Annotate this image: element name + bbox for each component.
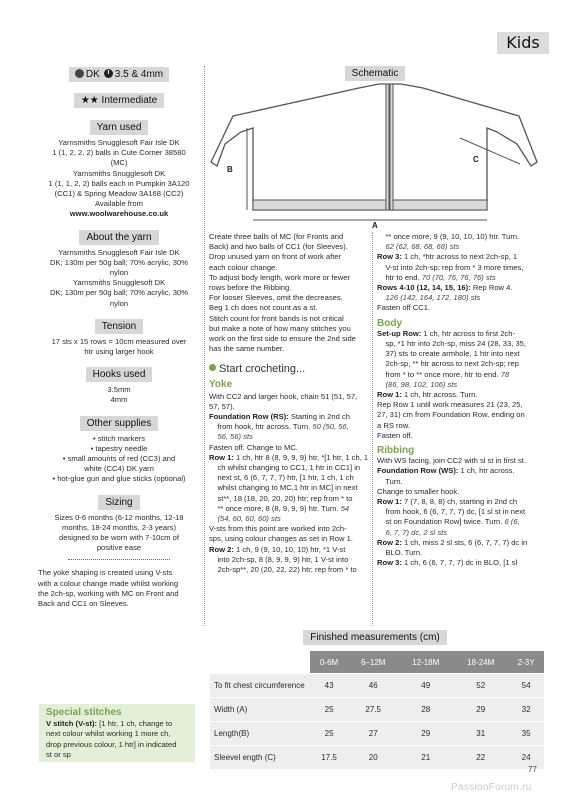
sizing-line: months, 18-24 months, 2-3 years): [62, 522, 176, 532]
table-row: [210, 746, 544, 770]
instruction-line: from hook, 6 (6, 7, 7, 7) dc, [1 sl st in next: [377, 507, 526, 517]
yarn-used-heading: Yarn used: [90, 120, 149, 135]
instruction-line: Row 2: 1 ch, 9 (9, 10, 10, 10) htr, *1 V-st: [209, 544, 346, 554]
divider: [68, 559, 170, 560]
table-cell: 31: [453, 722, 508, 746]
instruction-line: ** once more, 8 (8, 9, 9, 9) htr. Turn. 54: [209, 503, 350, 513]
instruction-line: Row 3: 1 ch, 6 (6, 7, 7, 7) dc in BLO, [1 sl: [377, 558, 518, 568]
table-cell: 27.5: [348, 698, 398, 722]
table-cell: 25: [310, 698, 348, 722]
watermark: PassionForum.ru: [451, 782, 532, 793]
instruction-line: V-sts from this point are worked into 2ch-: [209, 524, 347, 534]
table-cell: 25: [310, 722, 348, 746]
yoke-note: [38, 568, 200, 609]
table-cell: 17.5: [310, 746, 348, 770]
instruction-line: Row 3: 1 ch, *htr across to next 2ch-sp, 1: [377, 252, 518, 262]
sizing-heading: Sizing: [98, 495, 139, 510]
right-column: [377, 232, 547, 569]
instruction-line: 6, 7, 7) dc, 2 sl sts: [377, 527, 448, 537]
row-label: Length(B): [210, 722, 310, 746]
table-cell: 22: [453, 746, 508, 770]
yoke-note-line: The yoke shaping is created using V-sts: [38, 568, 173, 578]
instruction-line: into 2ch-sp, 8 (8, 9, 9, 9) htr, 1 V-st into: [209, 554, 349, 564]
intro-line: To adjust body length, work more or fewer: [209, 272, 350, 282]
yoke-note-line: with a colour change made whilst working: [38, 578, 179, 588]
bullet-icon: [209, 364, 216, 371]
instruction-line: Foundation Row (RS): Starting in 2nd ch: [209, 412, 350, 422]
start-crocheting-heading: Start crocheting...: [219, 363, 306, 376]
table-cell: 54: [508, 674, 544, 698]
instruction-line: htr to end. 70 (70, 76, 76, 76) sts: [377, 272, 496, 282]
supply-line: white (CC4) DK yarn: [84, 464, 154, 474]
row-label: Sleevel ength (C): [210, 746, 310, 770]
ribbing-heading: Ribbing: [377, 445, 415, 457]
yarn-weight-line: [38, 67, 200, 82]
intro-line: has the same number.: [209, 344, 285, 354]
table-cell: 21: [398, 746, 453, 770]
special-stitch-line: V stitch (V-st): [1 htr, 1 ch, change to: [46, 719, 173, 729]
start-crocheting-line: [209, 362, 369, 376]
about-yarn-line: nylon: [109, 298, 129, 308]
instruction-line: Row 1: 7 (7, 8, 8, 8) ch, starting in 2nd ch: [377, 497, 518, 507]
special-stitches-heading: Special stitches: [46, 707, 122, 718]
instruction-line: sp, *1 htr into 2ch-sp, miss 24 (28, 33, 35,: [377, 339, 526, 349]
about-yarn-line: Yarnsmiths Snugglesoft Fair Isle DK: [58, 247, 180, 257]
table-cell: 52: [453, 674, 508, 698]
column-header: 2-3Y: [508, 651, 544, 674]
table-cell: 46: [348, 674, 398, 698]
about-yarn-text: [38, 248, 200, 309]
yarn-used-line: Available from: [95, 199, 143, 209]
hook-size-line: 3.5mm: [107, 385, 131, 395]
sizing-text: [38, 513, 200, 554]
table-cell: 20: [348, 746, 398, 770]
column-header: 0-6M: [310, 651, 348, 674]
column-divider: [372, 232, 373, 626]
instruction-line: Change to smaller hook.: [377, 486, 460, 496]
intro-line: each colour change.: [209, 262, 278, 272]
hook-size-line: 4mm: [110, 395, 128, 405]
special-stitch-line: st or sp: [46, 749, 71, 759]
schematic-heading: Schematic: [345, 66, 406, 81]
yarn-used-line: 1 (1, 2, 2, 2) balls in Cute Corner 38580: [52, 148, 186, 158]
row-label: Width (A): [210, 698, 310, 722]
special-stitches: [46, 708, 196, 760]
instruction-line: Row 2: 1 ch, miss 2 sl sts, 6 (6, 7, 7, 7) dc in: [377, 537, 528, 547]
section-tab: Kids: [497, 32, 549, 54]
table-cell: 32: [508, 698, 544, 722]
intro-line: but make a note of how many stitches you: [209, 323, 351, 333]
sizing-line: positive ease: [96, 543, 142, 553]
instruction-line: st on Foundation Row] twice. Turn. 6 (6,: [377, 517, 520, 527]
intro-line: Create three balls of MC (for Fronts and: [209, 232, 344, 241]
column-header: 18-24M: [453, 651, 508, 674]
instruction-line: 126 (142, 164, 172, 180) sts: [377, 293, 481, 303]
ribbing-instructions: [377, 456, 547, 568]
instruction-line: ** once more, 9 (9, 10, 10, 10) htr. Turn.: [377, 232, 520, 241]
about-yarn-line: nylon: [109, 268, 129, 278]
intro-line: work on the first side to ensure the 2nd side: [209, 334, 356, 344]
instruction-line: whilst changing to MC,1 htr in MC] in next: [209, 483, 358, 493]
table-cell: 28: [398, 698, 453, 722]
body-instructions: [377, 329, 547, 441]
table-cell: 24: [508, 746, 544, 770]
about-yarn-line: Yarnsmiths Snugglesoft DK: [72, 278, 166, 288]
instruction-line: next st, 6 (6, 7, 7, 7) htr, [1 htr, 1 ch, 1 ch: [209, 473, 354, 483]
table-cell: 49: [398, 674, 453, 698]
table-cell: 29: [398, 722, 453, 746]
special-stitch-term: V stitch (V-st):: [46, 719, 98, 729]
finished-heading: Finished measurements (cm): [303, 630, 446, 645]
about-yarn-line: DK; 130m per 50g ball; 70% acrylic, 30%: [49, 257, 189, 267]
special-stitch-line: next colour whilst working 1 more ch,: [46, 729, 171, 739]
instruction-line: Set-up Row: 1 ch, htr across to first 2ch-: [377, 328, 515, 338]
finished-heading-line: [205, 627, 545, 645]
table-header-row: [210, 651, 544, 674]
instruction-line: 2ch-sp**, 20 (20, 22, 22) htr; rep from * to: [209, 565, 357, 575]
instruction-line: With WS facing, join CC2 with sl st in first st.: [377, 456, 526, 466]
yarn-ball-icon: [75, 69, 84, 78]
instruction-line: BLO. Turn.: [377, 548, 423, 558]
hooks-used-heading: Hooks used: [86, 367, 153, 382]
yoke-instructions-cont: [377, 232, 547, 314]
sizing-line: Sizes 0-6 months (6-12 months, 12-18: [54, 512, 184, 522]
hooks-used-text: [38, 385, 200, 405]
instruction-line: Row 1: 1 ch, htr across. Turn.: [377, 390, 478, 400]
schematic-band-right: [390, 84, 393, 210]
yarn-weight: DK: [85, 69, 100, 80]
tension-text: [38, 337, 200, 357]
website-link[interactable]: www.woolwarehouse.co.uk: [69, 209, 169, 219]
instruction-line: (54, 60, 60, 60) sts: [209, 514, 281, 524]
sizing-line: designed to be worn with 7-10cm of: [59, 533, 179, 543]
middle-column: [209, 232, 369, 575]
finished-measurements-table: [210, 651, 544, 770]
instruction-line: Row 1: 1 ch, htr 8 (8, 9, 9, 9) htr, *[1 htr, 1 ch, 1: [209, 452, 369, 462]
instruction-line: Foundation Row (WS): 1 ch, htr across.: [377, 466, 515, 476]
label-b: B: [227, 165, 233, 174]
supply-line: • hot-glue gun and glue sticks (optional): [52, 474, 186, 484]
tension-line: 17 sts x 15 rows = 10cm measured over: [51, 336, 187, 346]
schematic-cardigan-outline: [211, 84, 537, 210]
table-row: [210, 698, 544, 722]
yarn-used-text: [38, 138, 200, 209]
other-supplies-text: [38, 434, 200, 485]
instruction-line: 56, 56) sts: [209, 432, 253, 442]
instruction-line: 27, 31) cm from Foundation Row, ending on: [377, 410, 525, 420]
intro-line: Beg 1 ch does not count as a st.: [209, 303, 318, 313]
intro-line: Stitch count for front bands is not critical: [209, 313, 344, 323]
intro-line: Back) and two balls of CC1 (for Sleeves).: [209, 242, 348, 252]
instruction-line: 57, 57).: [209, 401, 235, 411]
column-header: 6–12M: [348, 651, 398, 674]
instruction-line: a RS row.: [377, 420, 410, 430]
yarn-used-line: 1 (1, 1, 2, 2) balls each in Pumpkin 3A120: [48, 178, 190, 188]
instruction-line: Fasten off. Change to MC.: [209, 442, 298, 452]
instruction-line: Rows 4-10 (12, 14, 15, 16): Rep Row 4.: [377, 283, 513, 293]
table-cell: 29: [453, 698, 508, 722]
instruction-line: V-st into 2ch-sp; rep from * 3 more times,: [377, 262, 524, 272]
instruction-line: 2ch-sp, ** htr across to next 2ch-sp; rep: [377, 359, 519, 369]
tension-line: htr using larger hook: [84, 347, 154, 357]
supply-line: • stitch markers: [92, 433, 146, 443]
other-supplies-heading: Other supplies: [80, 416, 158, 431]
table-corner: [210, 651, 310, 674]
instruction-line: (86, 98, 102, 106) sts: [377, 379, 458, 389]
tension-heading: Tension: [95, 319, 143, 334]
hook-icon: [104, 69, 113, 78]
yarn-weight-box: [69, 67, 169, 82]
schematic-drawing: [205, 78, 545, 228]
special-stitches-text: [46, 719, 196, 760]
body-heading: Body: [377, 317, 402, 329]
yoke-note-line: the 2ch-sp, working with MC on Front and: [38, 588, 179, 598]
supply-line: • tapestry needle: [90, 443, 148, 453]
table-cell: 43: [310, 674, 348, 698]
instruction-line: from hook, htr across. Turn. 50 (50, 56,: [209, 422, 349, 432]
intro-notes: [209, 232, 369, 354]
instruction-line: Turn.: [377, 476, 403, 486]
hook-sizes: 3.5 & 4mm: [114, 69, 164, 80]
column-header: 12-18M: [398, 651, 453, 674]
row-label: To fit chest circumference: [210, 674, 310, 698]
left-column: [38, 66, 200, 609]
page-number: 77: [528, 765, 537, 774]
special-stitch-line: drop previous colour, 1 htr] in indicated: [46, 739, 177, 749]
table-row: [210, 722, 544, 746]
supply-line: • small amounts of red (CC3) and: [62, 454, 176, 464]
yarn-used-line: (CC1) & Spring Meadow 3A168 (CC2): [54, 189, 184, 199]
about-yarn-line: DK; 130m per 50g ball; 70% acrylic, 30%: [49, 288, 189, 298]
skill-level-line: [38, 93, 200, 108]
yarn-used-line: Yarnsmiths Snugglesoft Fair Isle DK: [58, 138, 180, 147]
table-cell: 27: [348, 722, 398, 746]
instruction-line: from * to ** once more, htr to end. 78: [377, 369, 510, 379]
instruction-line: With CC2 and larger hook, chain 51 (51, 57,: [209, 391, 358, 401]
instruction-line: Fasten off.: [377, 430, 413, 440]
yarn-used-line: (MC): [110, 158, 128, 168]
instruction-line: st**, 18 (18, 20, 20, 20) htr; rep from * to: [209, 493, 353, 503]
table-row: [210, 674, 544, 698]
instruction-line: Rep Row 1 until work measures 21 (23, 25,: [377, 400, 523, 410]
label-a: A: [372, 221, 378, 228]
intro-line: Drop unused yarn on front of work after: [209, 252, 342, 262]
skill-level: ★★ Intermediate: [74, 93, 164, 108]
intro-line: rows before the Ribbing.: [209, 283, 292, 293]
instruction-line: sps, using colour changes as set in Row 1.: [209, 534, 353, 544]
schematic-hem-rib: [253, 200, 487, 210]
yoke-note-line: Back and CC1 on Sleeves.: [38, 599, 129, 609]
yoke-instructions: [209, 392, 369, 576]
instruction-line: 37) sts to create armhole, 1 htr into next: [377, 349, 520, 359]
instruction-line: 62 (62, 68, 68, 68) sts: [377, 242, 460, 252]
table-cell: 35: [508, 722, 544, 746]
about-yarn-heading: About the yarn: [79, 230, 158, 245]
instruction-line: Fasten off CC1.: [377, 303, 431, 313]
label-c: C: [473, 155, 479, 164]
yoke-heading: Yoke: [209, 379, 233, 391]
yarn-used-line: Yarnsmiths Snugglesoft DK: [72, 168, 166, 178]
schematic-band-left: [386, 84, 389, 210]
instruction-line: ch whilst changing to CC1, 1 htr in CC1] in: [209, 463, 361, 473]
intro-line: For looser Sleeves, omit the decreases.: [209, 293, 343, 303]
